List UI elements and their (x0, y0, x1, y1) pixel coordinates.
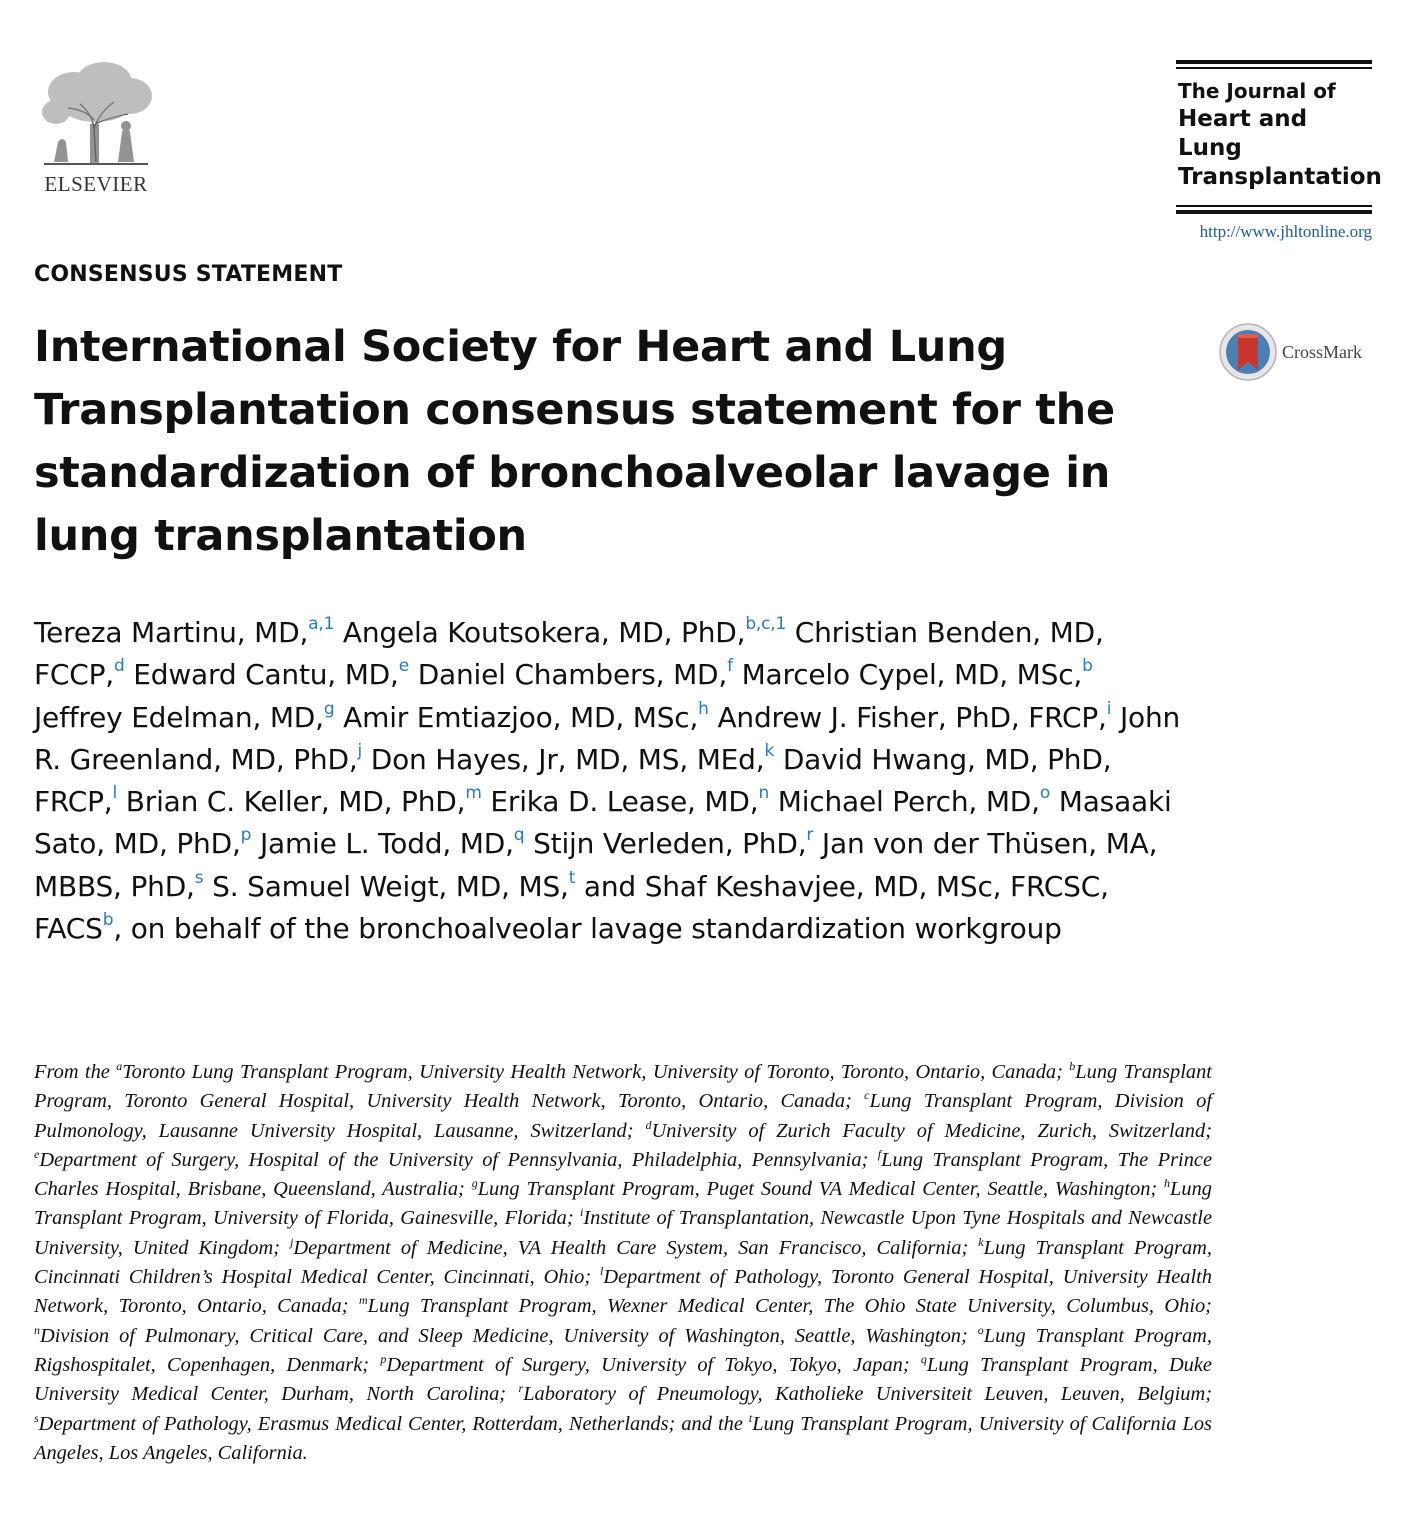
author (418, 658, 733, 691)
affiliation-marker: h (1164, 1176, 1171, 1191)
affiliation-item (34, 1322, 968, 1347)
affiliation-marker: j (290, 1234, 294, 1249)
affiliation-item (116, 1061, 1063, 1083)
affiliation-marker[interactable]: g (323, 698, 335, 719)
author (126, 785, 482, 818)
affiliation-marker[interactable]: n (758, 783, 770, 804)
affiliation-marker: a (116, 1059, 123, 1073)
affiliation-text: Lung Transplant Program, Rigshospitalet, Copenhagen, Denmark; (34, 1324, 1212, 1376)
affiliation-text: Lung Transplant Program, Division of Pulmonology, Lausanne University Hospital, Lausanne, Switzerland; (34, 1090, 1212, 1142)
affiliation-text: Lung Transplant Program, The Prince Charles Hospital, Brisbane, Queensland, Australia; (34, 1148, 1212, 1201)
affiliation-marker: m (358, 1293, 368, 1308)
affiliation-marker: e (34, 1146, 40, 1161)
affiliation-item (472, 1178, 1158, 1200)
affiliation-text: Lung Transplant Program, Duke University Medical Center, Durham, North Carolina; (34, 1353, 1212, 1406)
affiliation-item (290, 1234, 969, 1259)
author-name: Brian C. Keller, MD, PhD, (125, 785, 466, 819)
affiliation-marker: t (748, 1410, 753, 1425)
affiliation-text: Lung Transplant Program, Cincinnati Children’s Hospital Medical Center, Cincinnati, Ohio; (34, 1236, 1212, 1289)
affiliation-marker[interactable]: j (357, 740, 363, 761)
author (260, 827, 524, 860)
affiliation-marker: c (864, 1088, 870, 1103)
affiliation-text: Department of Pathology, Toronto General Hospital, University Health Network, Toronto, Ontario, Canada; (34, 1266, 1213, 1318)
publisher-logo (34, 58, 158, 203)
author-name: Jamie L. Todd, MD, (259, 827, 514, 861)
affiliation-marker[interactable]: k (764, 740, 775, 761)
affiliation-item (519, 1383, 1212, 1405)
masthead-rule (1176, 210, 1372, 214)
author-name: Masaaki Sato, MD, PhD, (34, 785, 1172, 861)
affiliation-marker[interactable]: b (1082, 656, 1093, 677)
author-name: Amir Emtiazjoo, MD, MSc, (343, 700, 699, 734)
affiliation-marker[interactable]: f (727, 656, 733, 677)
affiliation-text: University of Zurich Faculty of Medicine, Zurich, Switzerland; (651, 1119, 1212, 1142)
author-name: John R. Greenland, MD, PhD, (34, 700, 1181, 776)
author (34, 616, 334, 649)
author (34, 698, 335, 734)
author (212, 867, 576, 903)
affiliation-text: Department of Surgery, University of Tokyo, Tokyo, Japan; (386, 1353, 910, 1376)
affiliation-marker[interactable]: b (102, 910, 114, 931)
affiliation-marker[interactable]: b,c,1 (745, 614, 787, 634)
affiliation-marker[interactable]: r (806, 825, 814, 846)
affiliation-text: Department of Pathology, Erasmus Medical Center, Rotterdam, Netherlands; and the (38, 1412, 743, 1435)
masthead-rule (1176, 67, 1372, 69)
affiliation-item (34, 1146, 869, 1171)
affiliation-marker: k (978, 1234, 984, 1249)
affiliation-text: Division of Pulmonary, Critical Care, and Sleep Medicine, University of Washington, Seattle, Washington; (40, 1324, 968, 1347)
affiliation-marker: r (518, 1381, 524, 1396)
author (490, 785, 769, 818)
author-name: David Hwang, MD, PhD, FRCP, (34, 742, 1112, 819)
affiliation-marker: d (645, 1117, 652, 1132)
author-connector: and (583, 869, 636, 903)
affiliation-marker: b (1069, 1059, 1076, 1073)
author (717, 698, 1112, 734)
author-name: Tereza Martinu, MD, (34, 616, 309, 649)
affiliation-marker: i (580, 1205, 584, 1220)
author-name: Daniel Chambers, MD, (417, 658, 728, 692)
author-name: Andrew J. Fisher, PhD, FRCP, (717, 700, 1107, 734)
affiliation-marker: s (34, 1410, 39, 1425)
article-title: International Society for Heart and Lung Transplantation consensus statement for the standardization of bronchoalveolar lavage in lung transplantation (34, 322, 1115, 561)
journal-title-line: The Journal of (1178, 79, 1336, 103)
affiliation-marker[interactable]: e (398, 656, 409, 677)
crossmark-button[interactable] (1218, 322, 1378, 382)
journal-title-line: Transplantation (1178, 164, 1382, 191)
affiliation-text: Lung Transplant Program, Toronto General Hospital, University Health Network, Toronto, Ontario, Canada; (34, 1061, 1212, 1113)
author (778, 785, 1050, 818)
affiliation-marker[interactable]: l (112, 783, 118, 804)
affiliation-text: Department of Surgery, Hospital of the University of Pennsylvania, Philadelphia, Pennsylvania; (39, 1148, 869, 1171)
author-name: Christian Benden, MD, FCCP, (34, 616, 1104, 692)
author-name: Don Hayes, Jr, MD, MS, MEd, (370, 742, 765, 776)
masthead-rule (1176, 205, 1372, 207)
affiliation-marker: f (877, 1146, 882, 1161)
affiliations-outro: . (302, 1441, 308, 1464)
affiliation-marker[interactable]: s (194, 867, 204, 888)
journal-masthead (1176, 60, 1382, 242)
affiliation-marker[interactable]: h (698, 698, 709, 719)
affiliation-marker[interactable]: q (513, 825, 525, 846)
affiliations (34, 1058, 1212, 1468)
affiliation-marker[interactable]: d (114, 656, 125, 677)
crossmark-icon (1218, 322, 1278, 382)
affiliation-item (34, 1410, 743, 1435)
journal-title-line: Heart and Lung (1178, 105, 1308, 162)
affiliation-text: Laboratory of Pneumology, Katholieke Universiteit Leuven, Leuven, Belgium; (523, 1383, 1212, 1406)
affiliation-marker[interactable]: t (568, 867, 576, 888)
affiliations-intro: From the (34, 1061, 110, 1083)
article-type: CONSENSUS STATEMENT (34, 262, 343, 287)
affiliation-marker: o (977, 1322, 984, 1337)
journal-url-link[interactable]: http://www.jhltonline.org (1199, 221, 1372, 241)
affiliation-marker[interactable]: m (465, 783, 482, 804)
author (370, 740, 775, 776)
affiliation-marker[interactable]: o (1039, 783, 1051, 804)
author (343, 698, 709, 734)
author (343, 616, 786, 649)
affiliation-marker[interactable]: i (1106, 698, 1112, 719)
author-name: Edward Cantu, MD, (133, 658, 399, 692)
affiliation-text: Lung Transplant Program, University of Florida, Gainesville, Florida; (34, 1178, 1212, 1230)
crossmark-label: CrossMark (1282, 342, 1362, 362)
affiliation-item (359, 1295, 1212, 1317)
affiliation-marker[interactable]: a,1 (308, 614, 335, 634)
author-list (34, 612, 1184, 950)
author (742, 658, 1093, 691)
tree-logo-icon (34, 58, 158, 170)
affiliation-marker: p (380, 1351, 387, 1366)
author (533, 827, 813, 860)
affiliation-text: Department of Medicine, VA Health Care System, San Francisco, California; (293, 1236, 969, 1259)
affiliation-text: Toronto Lung Transplant Program, University Health Network, University of Toronto, Toronto, Ontario, Canada; (122, 1061, 1063, 1083)
journal-title (1176, 79, 1382, 193)
affiliation-text: Lung Transplant Program, Puget Sound VA Medical Center, Seattle, Washington; (477, 1178, 1158, 1201)
author-name: Shaf Keshavjee, MD, MSc, FRCSC, FACS (34, 869, 1109, 946)
publisher-name: ELSEVIER (44, 172, 148, 196)
affiliation-marker[interactable]: p (240, 825, 252, 846)
author-name: Erika D. Lease, MD, (490, 785, 759, 819)
author-name: Jan von der Thüsen, MA, MBBS, PhD, (34, 827, 1158, 903)
author-name: S. Samuel Weigt, MD, MS, (212, 869, 569, 903)
affiliation-marker: q (920, 1351, 927, 1366)
author-name: Angela Koutsokera, MD, PhD, (342, 616, 746, 649)
affiliation-marker: n (34, 1322, 40, 1337)
author (133, 658, 409, 691)
author-name: Stijn Verleden, PhD, (533, 827, 807, 861)
affiliation-marker: l (600, 1264, 604, 1279)
affiliation-item (380, 1351, 910, 1376)
author-name: Marcelo Cypel, MD, MSc, (741, 658, 1083, 692)
affiliation-item (645, 1117, 1212, 1142)
affiliation-marker: g (471, 1176, 478, 1191)
affiliation-text: Lung Transplant Program, University of California Los Angeles, Los Angeles, California (34, 1412, 1212, 1464)
author-list-suffix: , on behalf of the bronchoalveolar lavage standardization workgroup (113, 912, 1062, 946)
masthead-rule (1176, 60, 1372, 64)
author-name: Michael Perch, MD, (777, 785, 1040, 819)
affiliation-text: Institute of Transplantation, Newcastle Upon Tyne Hospitals and Newcastle University, United Kingdom; (34, 1207, 1212, 1259)
affiliation-text: Lung Transplant Program, Wexner Medical Center, The Ohio State University, Columbus, Ohio; (367, 1295, 1212, 1318)
author-name: Jeffrey Edelman, MD, (34, 700, 324, 734)
